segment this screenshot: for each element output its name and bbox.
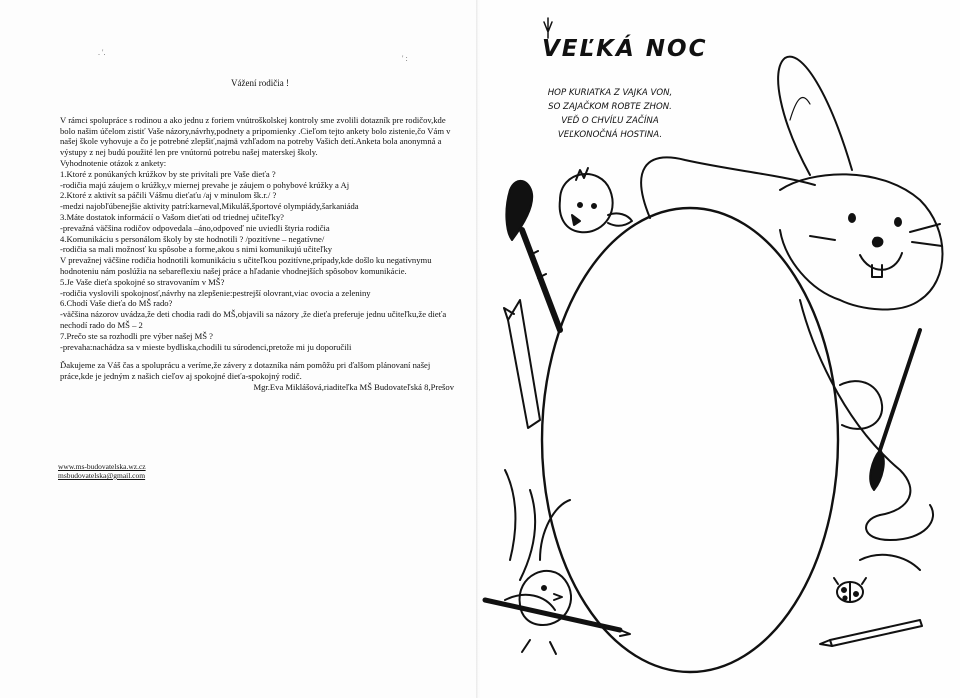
email-link[interactable]: msbudovatelska@gmail.com <box>58 471 146 480</box>
paintbrush-tip <box>870 450 884 490</box>
survey-line: -väčšina názorov uvádza,že deti chodia radi do MŠ,objavili sa názory ,že dieťa preferuje jednu učiteľku,že dieťa nechodí rado do MŠ – 2 <box>60 309 447 330</box>
scan-mark: ' : <box>402 54 408 63</box>
rabbit-foot <box>866 505 933 540</box>
survey-line: 4.Komunikáciu s personálom školy by ste hodnotili ? /pozitívne – negatívne/ <box>60 233 325 244</box>
survey-line: V prevažnej väčšine rodičia hodnotili komunikáciu s učiteľkou pozitívne,prípady,kde došlo ku negatívnymu hodnoteniu nám poslúžia na sebareflexiu našej práce a hľadanie vhodnejších spôsobov komunikácie. <box>60 255 432 276</box>
survey-line: -rodičia vyslovili spokojnosť,návrhy na zlepšenie:pestrejší olovrant,viac ovocia a zeleniny <box>60 287 371 298</box>
pencil-right-icon <box>830 620 922 646</box>
parent-letter <box>60 78 460 393</box>
poem-line: VEĎ O CHVÍĽU ZAČÍNA <box>561 116 659 126</box>
scan-mark: . '. <box>98 48 106 57</box>
letter-intro: V rámci spolupráce s rodinou a ako jednu z foriem vnútroškolskej kontroly sme zvolili dotazník pre rodičov,kde bolo našim účelom zistiť Vaše názory,návrhy,podnety a pripomienky .Cieľom tejto ankety bolo zistenie,čo Vám v našej škole vyhovuje a čo je potrebné zlepšiť,najmä vzhľadom na potreby Vašich detí.Anketa bola anonymná a výstupy z nej budú použité len pre vnútornú potrebu našej materskej školy. <box>60 114 451 158</box>
rabbit-ear-right <box>641 157 815 218</box>
survey-line: 5.Je Vaše dieťa spokojné so stravovaním v MŠ? <box>60 276 225 287</box>
letter-signature: Mgr.Eva Miklášová,riaditeľka MŠ Budovateľská 8,Prešov <box>253 381 454 392</box>
survey-line: -rodičia majú záujem o krúžky,v miernej prevahe je záujem o pohybové krúžky a Aj <box>60 179 350 190</box>
survey-line: 3.Máte dostatok informácií o Vašom dieťati od triednej učiteľky? <box>60 211 284 222</box>
website-link[interactable]: www.ms-budovatelska.wz.cz <box>58 462 146 471</box>
grass <box>505 470 570 580</box>
survey-line: 7.Prečo ste sa rozhodli pre výber našej MŠ ? <box>60 330 213 341</box>
poem-line: HOP KURIATKA Z VAJKA VON, <box>547 88 673 98</box>
survey-line: -prevažná väčšina rodičov odpovedala –áno,odpoveď nie uviedli štyria rodičia <box>60 222 330 233</box>
poem-line: VEĽKONOČNÁ HOSTINA. <box>557 130 663 140</box>
rabbit-ear-left <box>778 57 852 175</box>
easter-poem <box>520 86 700 142</box>
page-title: VEĽKÁ NOC <box>542 36 708 62</box>
letter-greeting: Vážení rodičia ! <box>231 78 289 88</box>
survey-line: -rodičia sa mali možnosť ku spôsobe a forme,akou s nimi komunikujú učiteľky <box>60 244 333 255</box>
evaluation-heading: Vyhodnotenie otázok z ankety: <box>60 157 167 168</box>
sparkle-icon <box>544 18 552 38</box>
chick-top <box>560 174 613 232</box>
rabbit-paw <box>840 381 882 429</box>
survey-line: -prevaha:nachádza sa v mieste bydliska,chodili tu súrodenci,pretože mi ju doporučili <box>60 341 352 352</box>
survey-line: -medzi najobľúbenejšie aktivity patrí:karneval,Mikuláš,športové olympiády,šarkaniáda <box>60 201 359 212</box>
letter-thanks: Ďakujeme za Váš čas a spoluprácu a veríme,že závery z dotazníka nám pomôžu pri ďalšom plánovaní našej práce,kde je jedným z našich cieľov aj spokojné dieťa-spokojný rodič. <box>60 360 431 382</box>
survey-line: 2.Ktoré z aktivít sa páčili Vášmu dieťaťu /aj v minulom šk.r./ ? <box>60 190 277 201</box>
contact-links <box>58 462 146 480</box>
poem-line: SO ZAJAČKOM ROBTE ZHON. <box>548 102 672 112</box>
easter-egg <box>542 208 838 672</box>
pencil-bottom-icon <box>485 600 620 630</box>
left-page <box>0 0 478 698</box>
survey-line: 6.Chodí Vaše dieťa do MŠ rado? <box>60 298 173 309</box>
survey-line: 1.Ktoré z ponúkaných krúžkov by ste privítali pre Vaše dieťa ? <box>60 168 276 179</box>
pencil-left-icon <box>508 300 540 428</box>
